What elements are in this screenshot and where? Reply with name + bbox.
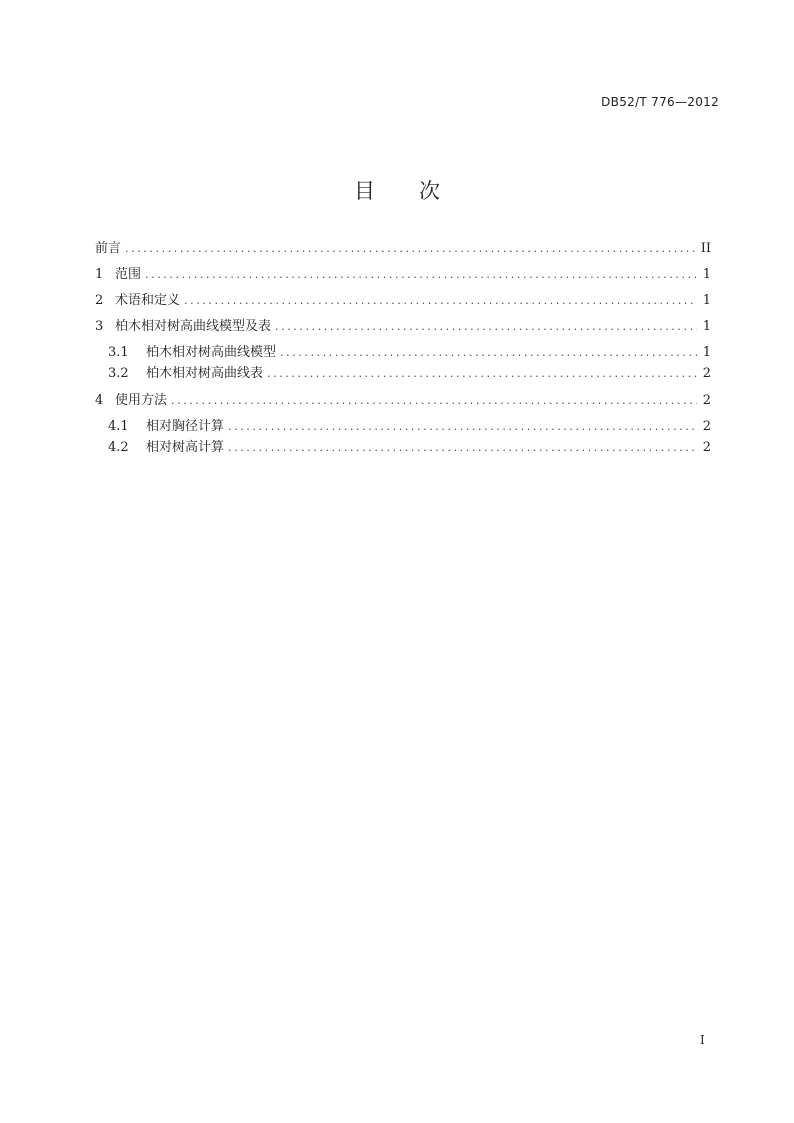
toc-entry-label: 术语和定义: [115, 293, 181, 308]
toc-entry-foreword[interactable]: [95, 239, 711, 259]
toc-entry-number: 4: [95, 393, 104, 408]
toc-entry-page: 1: [702, 293, 711, 308]
dot-leader: [275, 317, 697, 337]
toc-entry-3-2[interactable]: [95, 364, 711, 385]
toc-title-char-1: 目: [354, 179, 375, 203]
toc-entry-page: 1: [702, 267, 711, 282]
dot-leader: [171, 391, 697, 411]
toc-entry-4-1[interactable]: [95, 417, 711, 438]
toc-entry-number: 3: [95, 319, 104, 334]
toc-entry-3[interactable]: [95, 317, 711, 337]
dot-leader: [267, 364, 697, 384]
toc-entry-4[interactable]: [95, 391, 711, 411]
toc-entry-number: 4.2: [108, 440, 129, 455]
dot-leader: [228, 438, 697, 458]
toc-entry-number: 1: [95, 267, 104, 282]
toc-entry-label: 相对树高计算: [146, 440, 225, 455]
toc-entry-label: 范围: [115, 267, 142, 282]
table-of-contents: [95, 239, 711, 459]
toc-entry-page: II: [700, 241, 711, 256]
dot-leader: [184, 291, 697, 311]
toc-entry-page: 2: [702, 393, 711, 408]
toc-entry-page: 1: [702, 345, 711, 360]
toc-entry-number: 4.1: [108, 419, 129, 434]
toc-entry-number: 2: [95, 293, 104, 308]
toc-entry-label: 柏木相对树高曲线表: [146, 366, 264, 381]
dot-leader: [145, 265, 697, 285]
toc-entry-page: 2: [702, 440, 711, 455]
toc-entry-4-2[interactable]: [95, 438, 711, 459]
toc-entry-2[interactable]: [95, 291, 711, 311]
page-number: I: [700, 1033, 705, 1047]
toc-entry-number: 3.2: [108, 366, 129, 381]
toc-entry-page: 2: [702, 366, 711, 381]
toc-entry-label: 相对胸径计算: [146, 419, 225, 434]
dot-leader: [125, 239, 697, 259]
toc-entry-label: 柏木相对树高曲线模型: [146, 345, 277, 360]
toc-entry-page: 2: [702, 419, 711, 434]
toc-entry-3-1[interactable]: [95, 343, 711, 364]
toc-entry-label: 使用方法: [115, 393, 168, 408]
toc-entry-page: 1: [702, 319, 711, 334]
toc-title: [0, 175, 794, 205]
document-code: DB52/T 776—2012: [601, 95, 719, 109]
toc-entry-label: 柏木相对树高曲线模型及表: [115, 319, 272, 334]
dot-leader: [280, 343, 697, 363]
toc-entry-label: 前言: [95, 241, 122, 256]
toc-entry-number: 3.1: [108, 345, 129, 360]
dot-leader: [228, 417, 697, 437]
toc-title-char-2: 次: [419, 179, 440, 203]
toc-entry-1[interactable]: [95, 265, 711, 285]
